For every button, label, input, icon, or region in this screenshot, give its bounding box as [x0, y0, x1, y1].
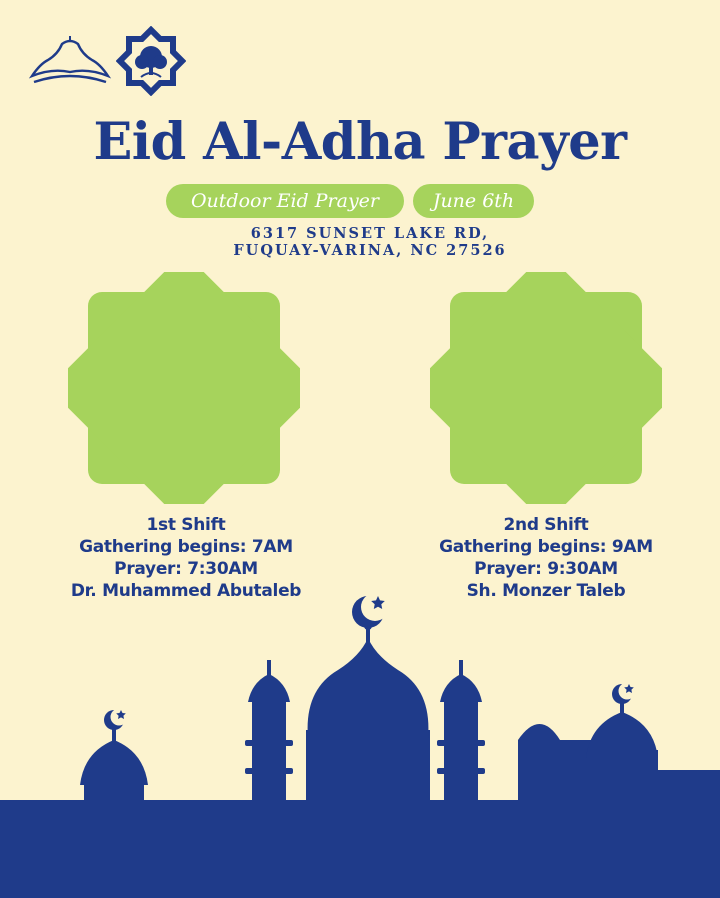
shift-name: 1st Shift — [146, 515, 226, 535]
mosque-skyline-icon — [0, 590, 720, 898]
speaker-name: Sh. Monzer Taleb — [466, 581, 626, 601]
address-line-1: 6317 SUNSET LAKE RD, — [250, 225, 490, 242]
speaker-portrait-2 — [430, 272, 662, 504]
event-date-tag: June 6th — [413, 184, 534, 218]
prayer-time: Prayer: 9:30AM — [474, 559, 618, 579]
event-title: Eid Al-Adha Prayer — [93, 112, 627, 172]
crescent-star-icon-left — [104, 709, 128, 731]
prayer-time: Prayer: 7:30AM — [114, 559, 258, 579]
mosque-dome-logo-icon — [28, 32, 112, 94]
shift-info-1 — [26, 514, 346, 602]
crescent-star-icon-main — [352, 593, 389, 628]
gathering-time: Gathering begins: 7AM — [79, 537, 293, 557]
event-type-tag: Outdoor Eid Prayer — [166, 184, 404, 218]
shift-info-2 — [386, 514, 706, 602]
address-line-2: FUQUAY-VARINA, NC 27526 — [233, 242, 507, 259]
tree-star-logo-icon — [116, 26, 186, 96]
shift-name: 2nd Shift — [503, 515, 589, 535]
gathering-time: Gathering begins: 9AM — [439, 537, 653, 557]
crescent-star-icon-right — [612, 683, 636, 705]
speaker-name: Dr. Muhammed Abutaleb — [70, 581, 302, 601]
speaker-portrait-1 — [68, 272, 300, 504]
